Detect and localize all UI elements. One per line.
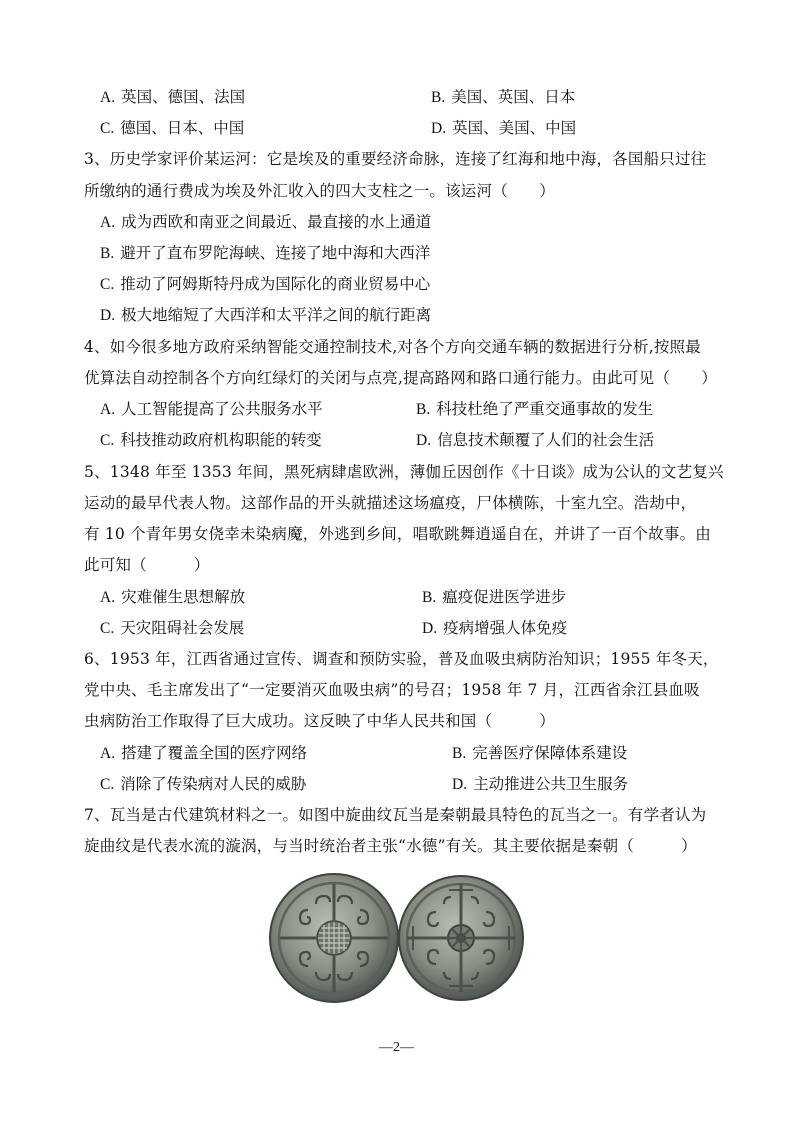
q7-stem-line-2: 旋曲纹是代表水流的漩涡，与当时统治者主张“水德”有关。其主要依据是秦朝（ ） — [84, 837, 697, 855]
q6-option-c: C. 消除了传染病对人民的威胁 — [100, 775, 307, 793]
q3-stem-line-1: 3、历史学家评价某运河：它是埃及的重要经济命脉，连接了红海和地中海，各国船只过往 — [84, 150, 707, 168]
q5-option-c: C. 天灾阻碍社会发展 — [100, 619, 245, 637]
q6-option-d: D. 主动推进公共卫生服务 — [452, 775, 629, 793]
q5-stem-line-2: 运动的最早代表人物。这部作品的开头就描述这场瘟疫，尸体横陈，十室九空。浩劫中， — [84, 494, 697, 512]
q4-option-d: D. 信息技术颠覆了人们的社会生活 — [416, 431, 655, 449]
q3-stem-line-2: 所缴纳的通行费成为埃及外汇收入的四大支柱之一。该运河（ ） — [84, 182, 556, 200]
q2-option-d: D. 英国、美国、中国 — [431, 119, 577, 137]
q4-stem-line-2: 优算法自动控制各个方向红绿灯的关闭与点亮,提高路网和路口通行能力。由此可见（ ） — [84, 369, 718, 387]
right-tile-end — [399, 876, 523, 1000]
q3-option-b: B. 避开了直布罗陀海峡、连接了地中海和大西洋 — [100, 244, 431, 262]
q6-option-a: A. 搭建了覆盖全国的医疗网络 — [100, 744, 308, 762]
q6-stem-line-2: 党中央、毛主席发出了“一定要消灭血吸虫病”的号召；1958 年 7 月，江西省余江县血吸 — [84, 681, 700, 699]
q6-option-b: B. 完善医疗保障体系建设 — [452, 744, 628, 762]
q5-option-a: A. 灾难催生思想解放 — [100, 588, 246, 606]
q3-option-c: C. 推动了阿姆斯特丹成为国际化的商业贸易中心 — [100, 275, 431, 293]
q2-option-b: B. 美国、英国、日本 — [431, 88, 576, 106]
q7-stem-line-1: 7、瓦当是古代建筑材料之一。如图中旋曲纹瓦当是秦朝最具特色的瓦当之一。有学者认为 — [84, 806, 707, 824]
q4-option-b: B. 科技杜绝了严重交通事故的发生 — [416, 400, 654, 418]
page-number: —2— — [379, 1040, 414, 1055]
tile-ends-figure — [268, 868, 526, 1008]
q5-stem-line-4: 此可知（ ） — [84, 556, 210, 574]
q5-stem-line-1: 5、1348 年至 1353 年间，黑死病肆虐欧洲，薄伽丘因创作《十日谈》成为公认的文艺复兴 — [84, 463, 724, 481]
q3-option-d: D. 极大地缩短了大西洋和太平洋之间的航行距离 — [100, 306, 432, 324]
q5-stem-line-3: 有 10 个青年男女侥幸未染病魔，外逃到乡间，唱歌跳舞逍遥自在，并讲了一百个故事。由 — [84, 525, 711, 543]
q5-option-b: B. 瘟疫促进医学进步 — [422, 588, 567, 606]
q2-option-a: A. 英国、德国、法国 — [100, 88, 246, 106]
q5-option-d: D. 疫病增强人体免疫 — [422, 619, 568, 637]
left-tile-end — [270, 874, 398, 1002]
q6-stem-line-3: 虫病防治工作取得了巨大成功。这反映了中华人民共和国（ ） — [84, 712, 556, 730]
q6-stem-line-1: 6、1953 年，江西省通过宣传、调查和预防实验，普及血吸虫病防治知识；1955 年冬天， — [84, 650, 719, 668]
q3-option-a: A. 成为西欧和南亚之间最近、最直接的水上通道 — [100, 213, 432, 231]
q4-option-a: A. 人工智能提高了公共服务水平 — [100, 400, 323, 418]
q4-stem-line-1: 4、如今很多地方政府采纳智能交通控制技术,对各个方向交通车辆的数据进行分析,按照最 — [84, 338, 701, 356]
q4-option-c: C. 科技推动政府机构职能的转变 — [100, 431, 322, 449]
q2-option-c: C. 德国、日本、中国 — [100, 119, 245, 137]
